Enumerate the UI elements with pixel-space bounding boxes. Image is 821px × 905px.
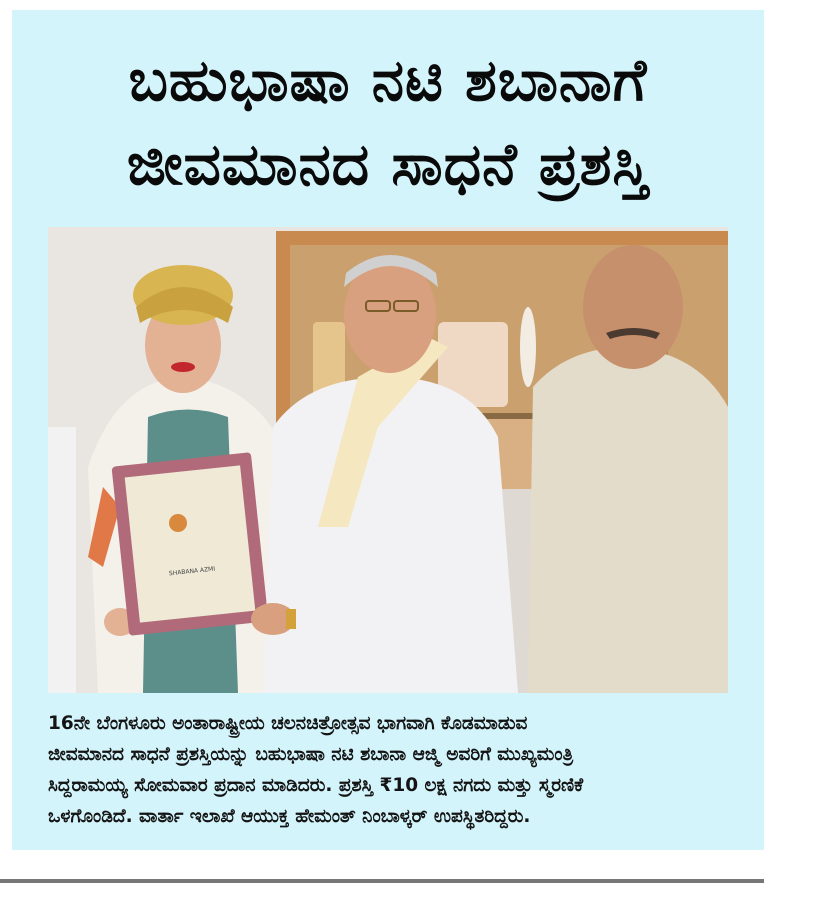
plaque-name: SHABANA AZMI <box>168 565 216 578</box>
caption-line-2: ಜೀವಮಾನದ ಸಾಧನೆ ಪ್ರಶಸ್ತಿಯನ್ನು ಬಹುಭಾಷಾ ನಟಿ ಶಬಾನಾ ಆಜ್ಮಿ ಅವರಿಗೆ ಮುಖ್ಯಮಂತ್ರಿ <box>48 744 574 765</box>
headline <box>12 38 764 206</box>
caption-line-3: ಸಿದ್ದರಾಮಯ್ಯ ಸೋಮವಾರ ಪ್ರದಾನ ಮಾಡಿದರು. ಪ್ರಶಸ್ತಿ ₹10 ಲಕ್ಷ ನಗದು ಮತ್ತು ಸ್ಮರಣಿಕೆ <box>48 775 584 796</box>
headline-line-2: ಜೀವಮಾನದ ಸಾಧನೆ ಪ್ರಶಸ್ತಿ <box>126 130 650 198</box>
news-photo <box>48 227 728 693</box>
divider-rule <box>0 879 764 883</box>
headline-line-1: ಬಹುಭಾಷಾ ನಟಿ ಶಬಾನಾಗೆ <box>128 46 648 114</box>
caption-line-1: 16ನೇ ಬೆಂಗಳೂರು ಅಂತಾರಾಷ್ಟ್ರೀಯ ಚಲನಚಿತ್ರೋತ್ಸವ ಭಾಗವಾಗಿ ಕೊಡಮಾಡುವ <box>48 713 528 734</box>
caption <box>48 708 738 832</box>
news-clipping <box>12 10 764 850</box>
caption-line-4: ಒಳಗೊಂಡಿದೆ. ವಾರ್ತಾ ಇಲಾಖೆ ಆಯುಕ್ತ ಹೇಮಂತ್ ನಿಂಬಾಳ್ಕರ್ ಉಪಸ್ಥಿತರಿದ್ದರು. <box>48 806 531 827</box>
award-plaque <box>111 452 268 636</box>
